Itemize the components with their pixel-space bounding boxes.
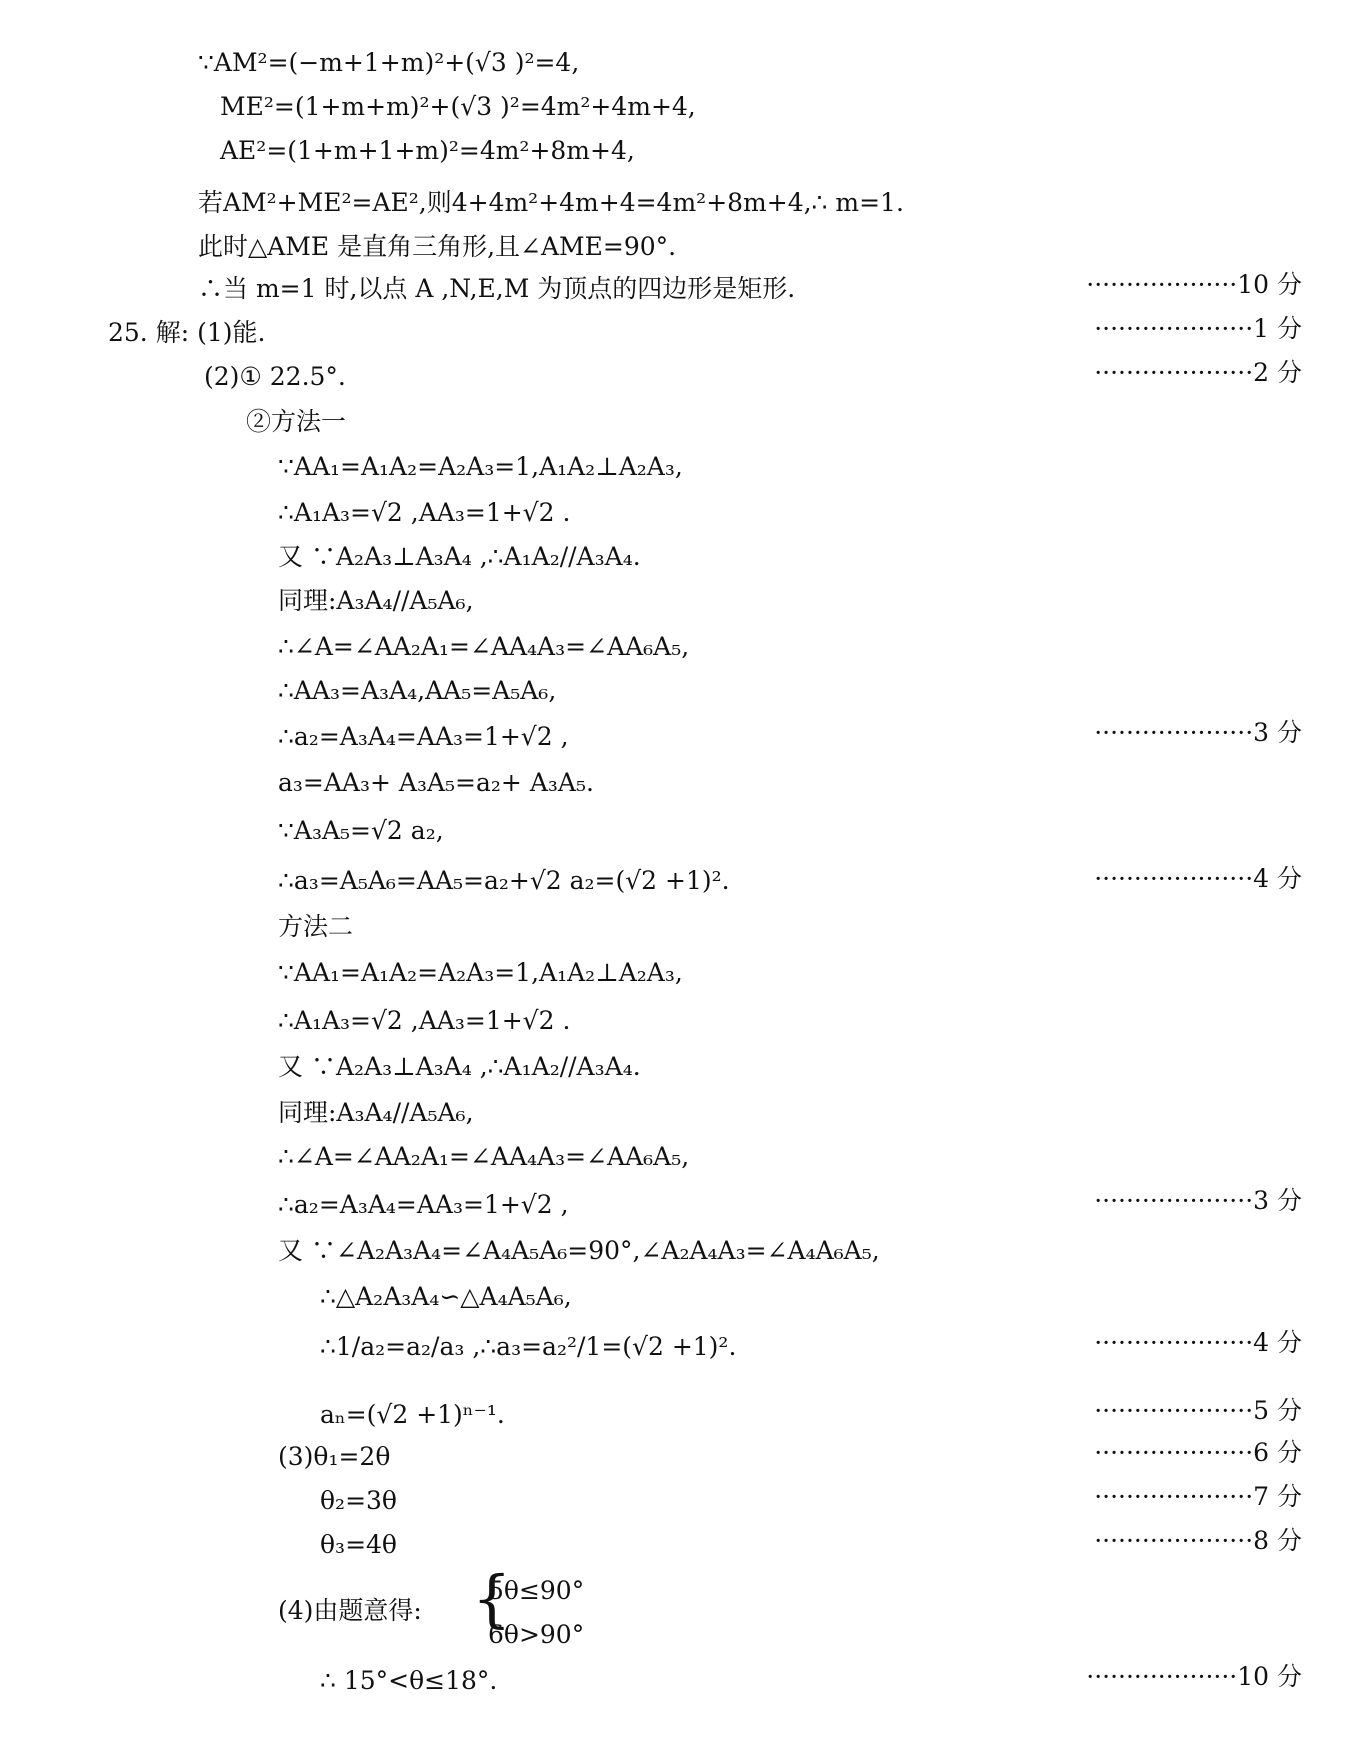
score-marker: ····················8 分: [1094, 1526, 1302, 1555]
question-heading: 25. 解: (1)能.: [108, 318, 266, 347]
score-marker: ····················4 分: [1094, 864, 1302, 893]
solution-line: 又 ∵A₂A₃⊥A₃A₄ ,∴A₁A₂//A₃A₄.: [278, 1052, 641, 1081]
solution-line: ∴A₁A₃=√2 ,AA₃=1+√2 .: [278, 498, 571, 527]
solution-line: 又 ∵A₂A₃⊥A₃A₄ ,∴A₁A₂//A₃A₄.: [278, 542, 641, 571]
solution-line: ∴a₂=A₃A₄=AA₃=1+√2 ,: [278, 1190, 569, 1219]
solution-line: ∵AM²=(−m+1+m)²+(√3 )²=4,: [198, 48, 580, 77]
solution-line: (3)θ₁=2θ: [278, 1442, 391, 1471]
solution-line: (4)由题意得:: [278, 1596, 422, 1625]
solution-line: a₃=AA₃+ A₃A₅=a₂+ A₃A₅.: [278, 768, 594, 797]
brace-icon: {: [472, 1562, 512, 1635]
solution-line: ∴a₂=A₃A₄=AA₃=1+√2 ,: [278, 722, 569, 751]
solution-line: ∴a₃=A₅A₆=AA₅=a₂+√2 a₂=(√2 +1)².: [278, 866, 730, 895]
method-heading: ②方法一: [246, 407, 347, 436]
method-heading: 方法二: [278, 912, 354, 941]
solution-line: ∴A₁A₃=√2 ,AA₃=1+√2 .: [278, 1006, 571, 1035]
solution-line: 同理:A₃A₄//A₅A₆,: [278, 586, 474, 615]
solution-line: 此时△AME 是直角三角形,且∠AME=90°.: [198, 232, 677, 261]
solution-line: ∵AA₁=A₁A₂=A₂A₃=1,A₁A₂⊥A₂A₃,: [278, 958, 683, 987]
score-marker: ····················5 分: [1094, 1396, 1302, 1425]
solution-line: 若AM²+ME²=AE²,则4+4m²+4m+4=4m²+8m+4,∴ m=1.: [198, 188, 904, 217]
score-marker: ···················10 分: [1086, 1662, 1302, 1691]
score-marker: ····················1 分: [1094, 314, 1302, 343]
solution-line: θ₃=4θ: [320, 1530, 397, 1559]
solution-line: ∴1/a₂=a₂/a₃ ,∴a₃=a₂²/1=(√2 +1)².: [320, 1332, 737, 1361]
solution-line: 同理:A₃A₄//A₅A₆,: [278, 1098, 474, 1127]
solution-line: ∴△A₂A₃A₄∽△A₄A₅A₆,: [320, 1282, 572, 1311]
solution-line: (2)① 22.5°.: [204, 362, 346, 391]
score-marker: ····················3 分: [1094, 718, 1302, 747]
solution-line: θ₂=3θ: [320, 1486, 397, 1515]
solution-line: ∴AA₃=A₃A₄,AA₅=A₅A₆,: [278, 676, 557, 705]
solution-line: ∵A₃A₅=√2 a₂,: [278, 816, 444, 845]
solution-line: AE²=(1+m+1+m)²=4m²+8m+4,: [220, 136, 635, 165]
score-marker: ····················7 分: [1094, 1482, 1302, 1511]
score-marker: ····················6 分: [1094, 1438, 1302, 1467]
solution-line: ∴∠A=∠AA₂A₁=∠AA₄A₃=∠AA₆A₅,: [278, 1142, 690, 1171]
score-marker: ····················4 分: [1094, 1328, 1302, 1357]
solution-line: ∴∠A=∠AA₂A₁=∠AA₄A₃=∠AA₆A₅,: [278, 632, 690, 661]
inequality-line: 5θ≤90°: [488, 1576, 585, 1605]
inequality-line: 6θ>90°: [488, 1620, 585, 1649]
score-marker: ····················3 分: [1094, 1186, 1302, 1215]
solution-line: ME²=(1+m+m)²+(√3 )²=4m²+4m+4,: [220, 92, 696, 121]
solution-line: ∴当 m=1 时,以点 A ,N,E,M 为顶点的四边形是矩形.: [198, 274, 796, 303]
score-marker: ····················2 分: [1094, 358, 1302, 387]
solution-line: ∴ 15°<θ≤18°.: [320, 1666, 498, 1695]
score-marker: ···················10 分: [1086, 270, 1302, 299]
solution-line: aₙ=(√2 +1)ⁿ⁻¹.: [320, 1400, 505, 1429]
solution-line: ∵AA₁=A₁A₂=A₂A₃=1,A₁A₂⊥A₂A₃,: [278, 452, 683, 481]
solution-line: 又 ∵∠A₂A₃A₄=∠A₄A₅A₆=90°,∠A₂A₄A₃=∠A₄A₆A₅,: [278, 1236, 880, 1265]
